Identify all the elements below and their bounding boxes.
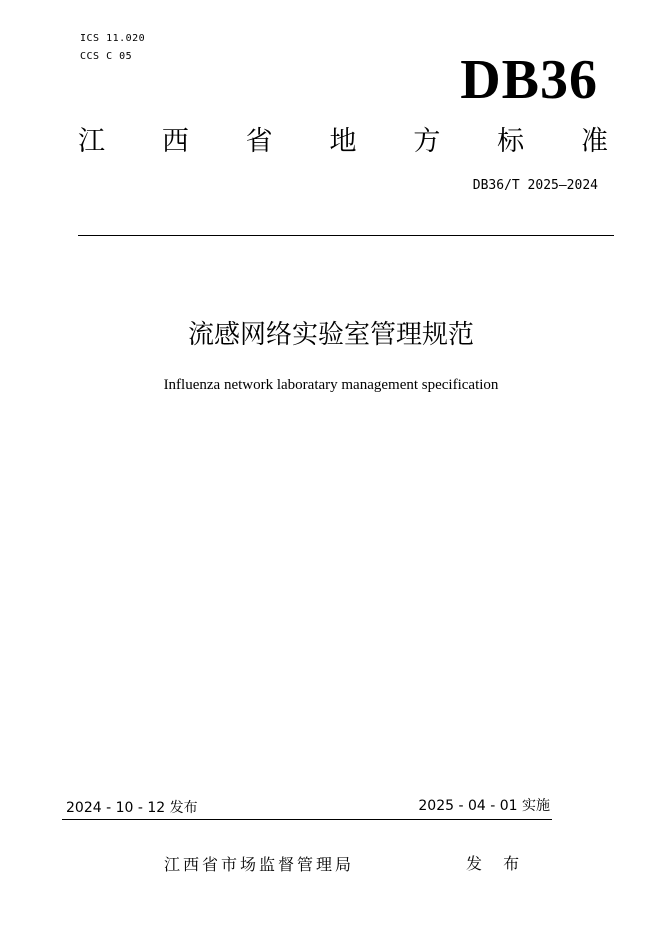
publish-label: 发 布 bbox=[466, 854, 528, 873]
issuer-title-char: 西 bbox=[161, 126, 189, 157]
db-logo: DB36 bbox=[460, 49, 598, 111]
ccs-code: CCS C 05 bbox=[80, 51, 133, 62]
standard-number: DB36/T 2025—2024 bbox=[472, 178, 598, 193]
issuer-title-char: 标 bbox=[497, 126, 525, 157]
issuer-title-char: 准 bbox=[580, 126, 608, 157]
issuer-title-char: 江 bbox=[78, 126, 105, 157]
issuer-title bbox=[78, 128, 608, 155]
header-divider bbox=[78, 235, 614, 236]
footer-divider bbox=[62, 819, 552, 820]
issuer-title-char: 地 bbox=[329, 126, 357, 157]
implementation-date: 2025 - 04 - 01 实施 bbox=[418, 798, 550, 814]
issue-date: 2024 - 10 - 12 发布 bbox=[66, 800, 198, 816]
document-title-en: Influenza network laboratary management specification bbox=[163, 377, 499, 393]
document-title-cn: 流感网络实验室管理规范 bbox=[187, 320, 474, 350]
publisher-name: 江西省市场监督管理局 bbox=[164, 855, 355, 874]
issuer-title-char: 省 bbox=[245, 126, 273, 157]
ics-code: ICS 11.020 bbox=[80, 33, 146, 44]
issuer-title-char: 方 bbox=[413, 126, 441, 157]
